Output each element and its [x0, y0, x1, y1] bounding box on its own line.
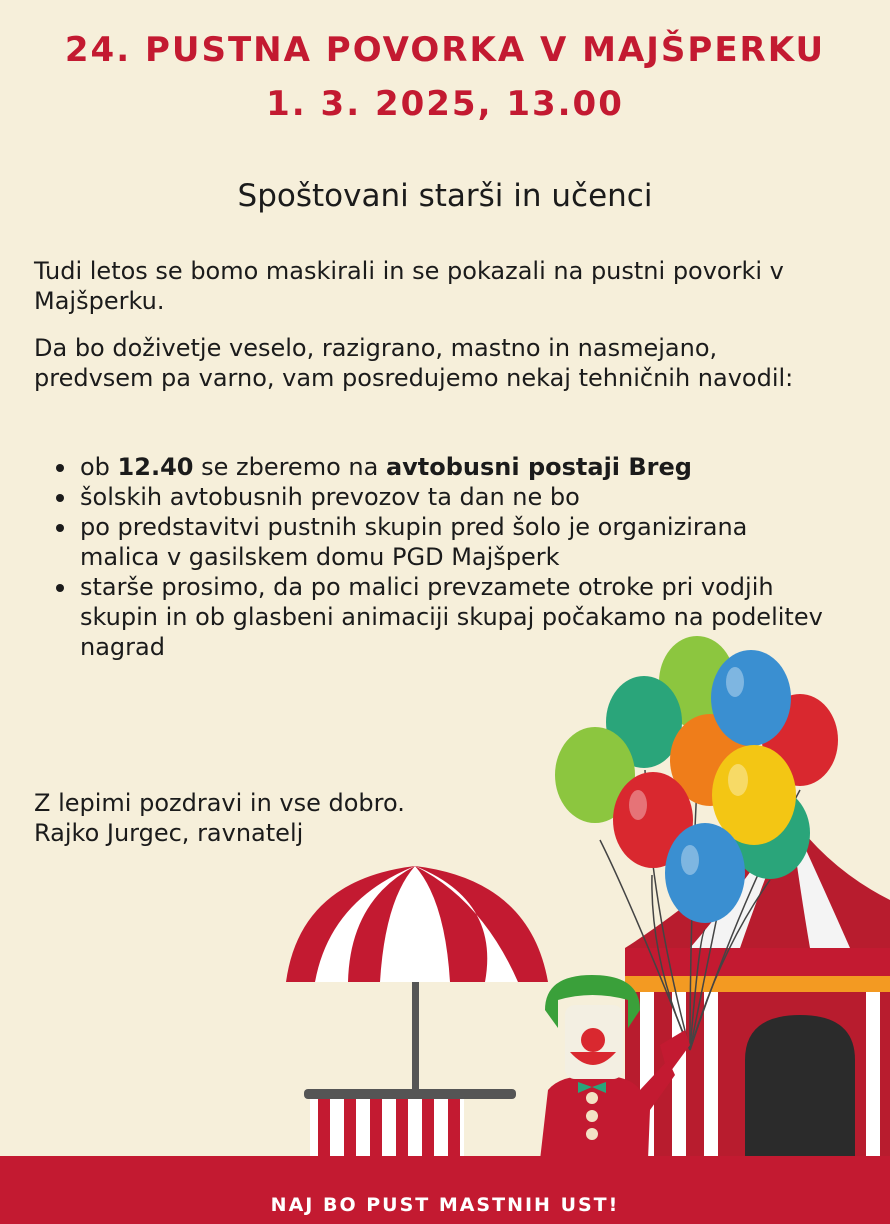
- list-item: šolskih avtobusnih prevozov ta dan ne bo: [44, 482, 834, 512]
- list-item: starše prosimo, da po malici prevzamete otroke pri vodjih skupin in ob glasbeni animaciji skupaj počakamo na podelitev nagrad: [44, 572, 834, 662]
- footer-banner: [0, 1156, 890, 1224]
- item-middle: se zberemo na: [193, 453, 386, 481]
- meeting-time: 12.40: [117, 453, 194, 481]
- umbrella-icon: [286, 866, 548, 1159]
- title-line-2: 1. 3. 2025, 13.00: [266, 84, 624, 124]
- signature: Rajko Jurgec, ravnatelj: [34, 819, 304, 847]
- list-item: po predstavitvi pustnih skupin pred šolo je organizirana malica v gasilskem domu PGD Majšperk: [44, 512, 834, 572]
- footer-slogan: NAJ BO PUST MASTNIH UST!: [270, 1194, 620, 1216]
- item-prefix: ob: [80, 453, 118, 481]
- title-line-1: 24. PUSTNA POVORKA V MAJŠPERKU: [64, 30, 826, 70]
- closing-greeting: Z lepimi pozdravi in vse dobro.: [34, 789, 405, 817]
- meeting-place: avtobusni postaji Breg: [385, 453, 692, 481]
- paragraph-instructions: Da bo doživetje veselo, razigrano, mastno in nasmejano, predvsem pa varno, vam posredujemo nekaj tehničnih navodil:: [34, 334, 794, 392]
- paragraph-intro: Tudi letos se bomo maskirali in se pokazali na pustni povorki v Majšperku.: [34, 257, 784, 315]
- greeting: Spoštovani starši in učenci: [237, 178, 653, 214]
